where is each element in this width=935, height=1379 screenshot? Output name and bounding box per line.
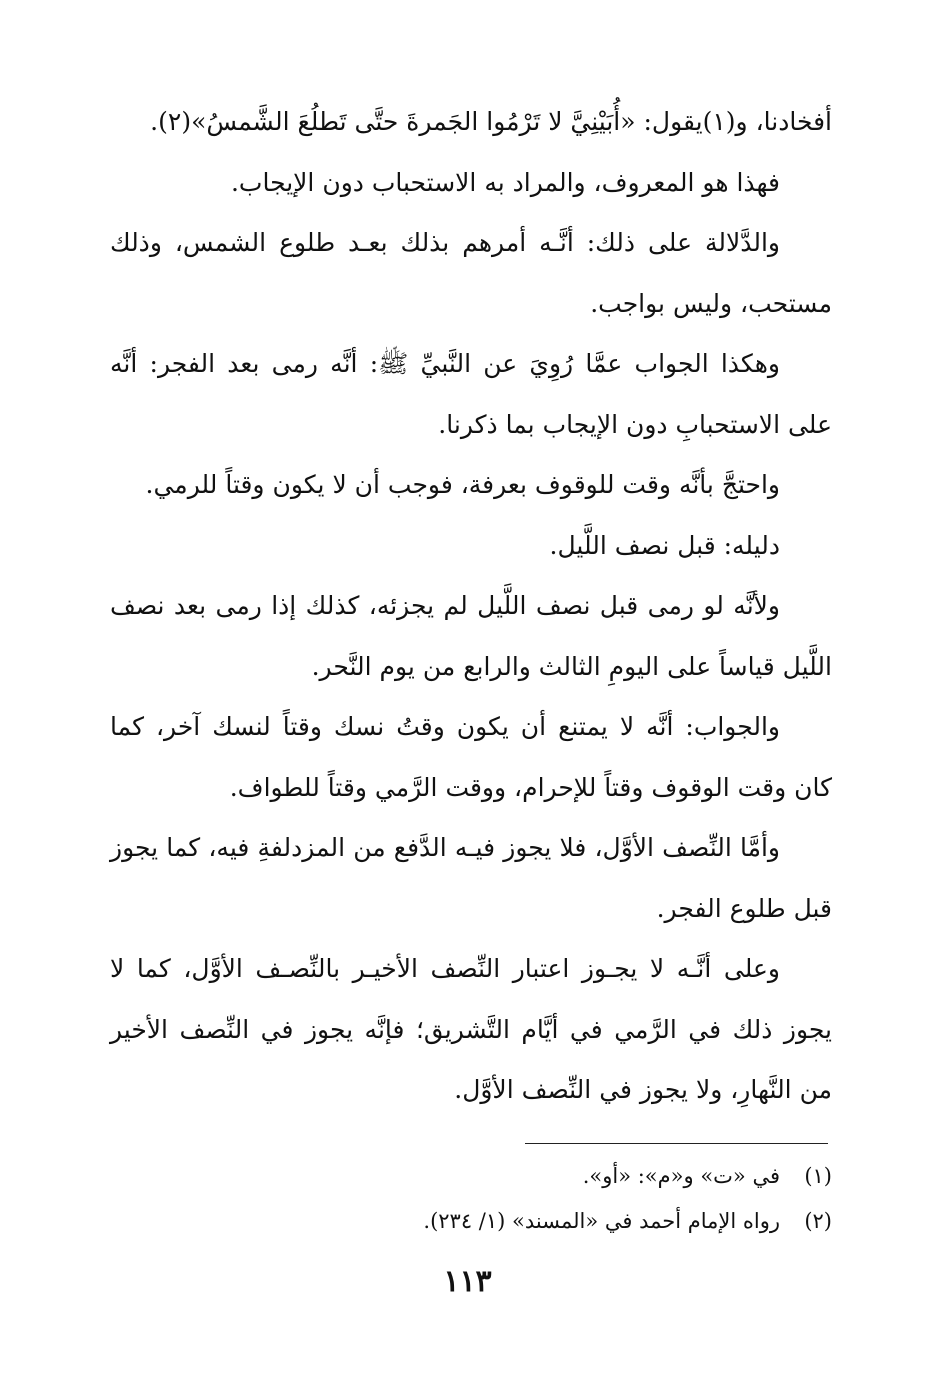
footnote-number: (١) <box>804 1164 832 1188</box>
footnotes <box>110 1154 832 1244</box>
footnote-1 <box>110 1154 832 1199</box>
paragraph: والجواب: أنَّه لا يمتنع أن يكون وقتُ نسك وقتاً لنسك آخر، كما كان وقت الوقوف وقتاً للإحرام، ووقت الرَّمي وقتاً للطواف. <box>110 712 832 802</box>
paragraph: دليله: قبل نصف اللَّيل. <box>549 530 780 560</box>
footnote-text: رواه الإمام أحمد في «المسند» (١/ ٢٣٤). <box>423 1209 780 1233</box>
footnote-number: (٢) <box>804 1209 832 1233</box>
paragraph: والدَّلالة على ذلك: أنَّـه أمرهم بذلك بعـد طلوع الشمس، وذلك مستحب، وليس بواجب. <box>110 228 832 318</box>
paragraph: وأمَّا النِّصف الأوَّل، فلا يجوز فيـه الدَّفع من المزدلفةِ فيه، كما يجوز قبل طلوع الفجر. <box>110 833 832 923</box>
paragraph: ولأنَّه لو رمى قبل نصف اللَّيل لم يجزئه، كذلك إذا رمى بعد نصف اللَّيل قياساً على اليومِ الثالث والرابع من يوم النَّحر. <box>110 591 832 681</box>
paragraph: أفخادنا، و(١)يقول: «أُبَيْنِيَّ لا تَرْمُوا الجَمرةَ حتَّى تَطلُعَ الشَّمسُ»(٢). <box>150 107 832 136</box>
main-text <box>110 92 832 1121</box>
footnote-divider <box>525 1143 828 1144</box>
paragraph: وعلى أنَّـه لا يجـوز اعتبار النِّصف الأخيـر بالنِّصـف الأوَّل، كما لا يجوز ذلك في الرَّمي في أيَّام التَّشريق؛ فإنَّه يجوز في النِّصف الأخير من النَّهارِ، ولا يجوز في النِّصف الأوَّل. <box>110 954 832 1104</box>
paragraph: واحتجَّ بأنَّه وقت للوقوف بعرفة، فوجب أن لا يكون وقتاً للرمي. <box>145 470 780 499</box>
paragraph: وهكذا الجواب عمَّا رُوِيَ عن النَّبيِّ ﷺ: أنَّه رمى بعد الفجر: أنَّه على الاستحبابِ دون الإيجاب بما ذكرنا. <box>110 349 832 439</box>
footnote-text: في «ت» و«م»: «أو». <box>582 1164 780 1188</box>
page-number: ١١٣ <box>443 1264 492 1299</box>
footnote-2 <box>110 1199 832 1244</box>
paragraph: فهذا هو المعروف، والمراد به الاستحباب دون الإيجاب. <box>230 167 780 197</box>
